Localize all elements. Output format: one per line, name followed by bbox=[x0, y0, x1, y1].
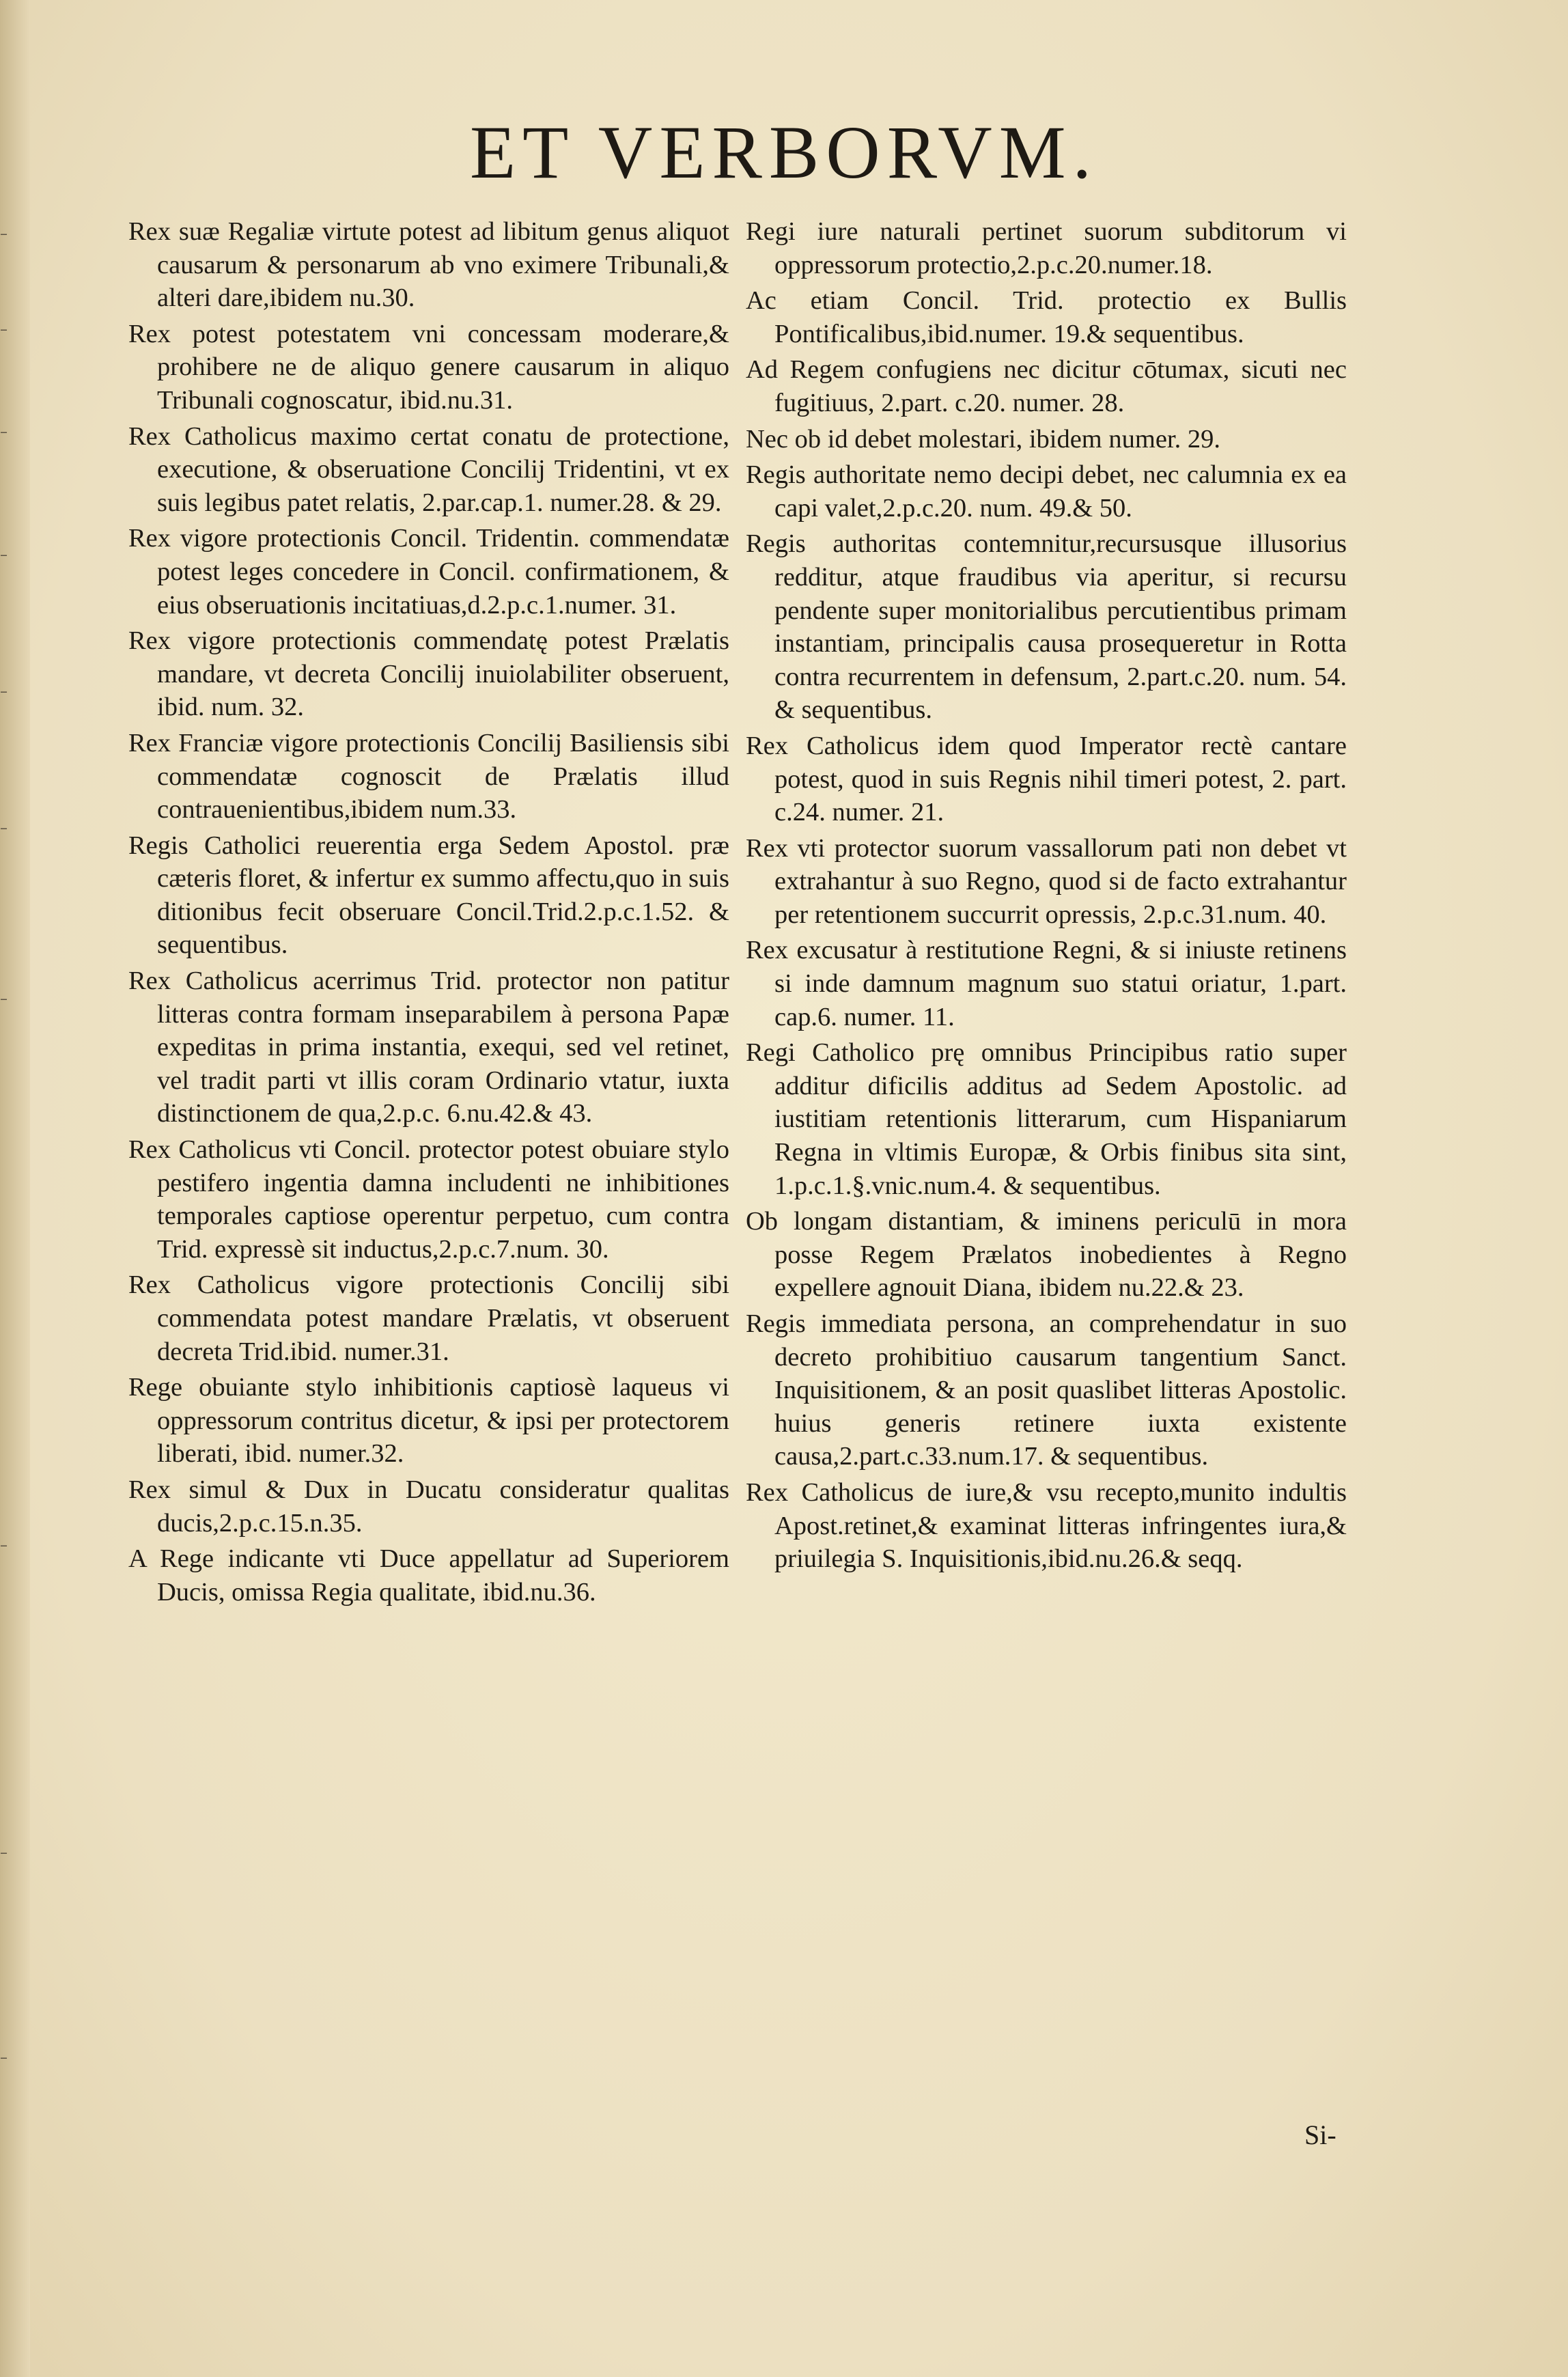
index-entry: Rex Catholicus vigore protectionis Concilij sibi commendata potest mandare Prælatis, vt obseruent decreta Trid.ibid. numer.31. bbox=[128, 1270, 729, 1366]
bleed-through-mark: – bbox=[0, 321, 8, 338]
bleed-through-mark: – bbox=[0, 546, 8, 564]
catchword: Si- bbox=[1304, 2119, 1336, 2150]
index-entry: Rex Catholicus vti Concil. protector potest obuiare stylo pestifero ingentia damna includenti ne inhibitiones temporales captiose operentur perpetuo, cum contra Trid. expressè sit inductus,2.p.c.7.num. 30. bbox=[128, 1135, 729, 1264]
bleed-through-mark: – bbox=[0, 990, 8, 1007]
index-entry: Ob longam distantiam, & iminens periculū in mora posse Regem Prælatos inobedientes à Regno expellere agnouit Diana, ibidem nu.22.& 23. bbox=[746, 1207, 1347, 1303]
index-entry: Rex Franciæ vigore protectionis Concilij Basiliensis sibi commendatæ cognoscit de Prælatis illud contrauenientibus,ibidem num.33. bbox=[128, 728, 729, 824]
index-entry: Regis authoritas contemnitur,recursusque illusorius redditur, atque fraudibus via aperitur, si recursu pendente super monitorialibus percutientibus primam instantiam, principalis causa prosequeretur in Rotta contra recurrentem in defensum, 2.part.c.20. num. 54. & sequentibus. bbox=[746, 529, 1347, 725]
bleed-through-mark: – bbox=[0, 225, 8, 242]
index-entry: Ac etiam Concil. Trid. protectio ex Bullis Pontificalibus,ibid.numer. 19.& sequentibus. bbox=[746, 286, 1347, 348]
index-entry: Regi Catholico prę omnibus Principibus ratio super additur dificilis additus ad Sedem Apostolic. ad iustitiam retentionis litterarum, cum Hispaniarum Regna in vltimis Europæ, & Orbis finibus sita sint, 1.p.c.1.§.vnic.num.4. & sequentibus. bbox=[746, 1038, 1347, 1200]
right-column bbox=[746, 215, 1347, 1579]
index-entry: Rex vigore protectionis commendatę potest Prælatis mandare, vt decreta Concilij inuiolabiliter obseruent, ibid. num. 32. bbox=[128, 626, 729, 722]
index-entry: Rex vigore protectionis Concil. Tridentin. commendatæ potest leges concedere in Concil. confirmationem, & eius obseruationis incitatiuas,d.2.p.c.1.numer. 31. bbox=[128, 524, 729, 620]
index-entry: Regi iure naturali pertinet suorum subditorum vi oppressorum protectio,2.p.c.20.numer.18. bbox=[746, 217, 1347, 279]
index-entry: Regis authoritate nemo decipi debet, nec calumnia ex ea capi valet,2.p.c.20. num. 49.& 50. bbox=[746, 460, 1347, 523]
bleed-through-mark: – bbox=[0, 820, 8, 837]
index-entry: Rex Catholicus maximo certat conatu de protectione, executione, & obseruatione Concilij Tridentini, vt ex suis legibus patet relatis, 2.par.cap.1. numer.28. & 29. bbox=[128, 421, 729, 517]
index-entry: Rex potest potestatem vni concessam moderare,& prohibere ne de aliquo genere causarum in aliquo Tribunali cognoscatur, ibid.nu.31. bbox=[128, 319, 729, 415]
bleed-through-mark: – bbox=[0, 683, 8, 700]
index-entry: Rex Catholicus idem quod Imperator rectè cantare potest, quod in suis Regnis nihil timeri potest, 2. part. c.24. numer. 21. bbox=[746, 731, 1347, 827]
bleed-through-mark: – bbox=[0, 423, 8, 441]
index-entry: Rex suæ Regaliæ virtute potest ad libitum genus aliquot causarum & personarum ab vno eximere Tribunali,& alteri dare,ibidem nu.30. bbox=[128, 217, 729, 313]
index-entry: Rex Catholicus acerrimus Trid. protector non patitur litteras contra formam inseparabilem à persona Papæ expeditas in prima instantia, exequi, sed vel retinet, vel tradit parti vt illis coram Ordinario vtatur, iuxta distinctionem de qua,2.p.c. 6.nu.42.& 43. bbox=[128, 967, 729, 1128]
bleed-through-mark: – bbox=[0, 2049, 8, 2066]
left-column bbox=[128, 215, 729, 1611]
index-entry: Rex simul & Dux in Ducatu consideratur qualitas ducis,2.p.c.15.n.35. bbox=[128, 1475, 729, 1538]
index-entry: Rex excusatur à restitutione Regni, & si iniuste retinens si inde damnum magnum suo statui oriatur, 1.part. cap.6. numer. 11. bbox=[746, 936, 1347, 1031]
binding-gutter bbox=[0, 0, 30, 2377]
index-entry: Ad Regem confugiens nec dicitur cōtumax, sicuti nec fugitiuus, 2.part. c.20. numer. 28. bbox=[746, 355, 1347, 417]
index-entry: Regis Catholici reuerentia erga Sedem Apostol. præ cæteris floret, & infertur ex summo affectu,quo in suis ditionibus fecit obseruare Concil.Trid.2.p.c.1.52. & sequentibus. bbox=[128, 831, 729, 960]
bleed-through-mark: – bbox=[0, 1844, 8, 1861]
index-entry: Rex Catholicus de iure,& vsu recepto,munito indultis Apost.retinet,& examinat litteras infringentes iura,& priuilegia S. Inquisitionis,ibid.nu.26.& seqq. bbox=[746, 1477, 1347, 1574]
page-header: ET VERBORVM. bbox=[469, 111, 1099, 194]
index-entry: A Rege indicante vti Duce appellatur ad Superiorem Ducis, omissa Regia qualitate, ibid.nu.36. bbox=[128, 1544, 729, 1607]
index-entry: Rege obuiante stylo inhibitionis captiosè laqueus vi oppressorum contritus dicetur, & ipsi per protectorem liberati, ibid. numer.32. bbox=[128, 1373, 729, 1469]
bleed-through-mark: – bbox=[0, 1537, 8, 1554]
index-entry: Regis immediata persona, an comprehendatur in suo decreto prohibitiuo causarum tangentium Sanct. Inquisitionem, & an posit quaslibet litteras Apostolic. huius generis retinere iuxta existente causa,2.part.c.33.num.17. & sequentibus. bbox=[746, 1309, 1347, 1471]
index-entry: Rex vti protector suorum vassallorum pati non debet vt extrahantur à suo Regno, quod si de facto extrahantur per retentionem succurrit opressis, 2.p.c.31.num. 40. bbox=[746, 833, 1347, 929]
index-entry: Nec ob id debet molestari, ibidem numer. 29. bbox=[746, 424, 1220, 454]
